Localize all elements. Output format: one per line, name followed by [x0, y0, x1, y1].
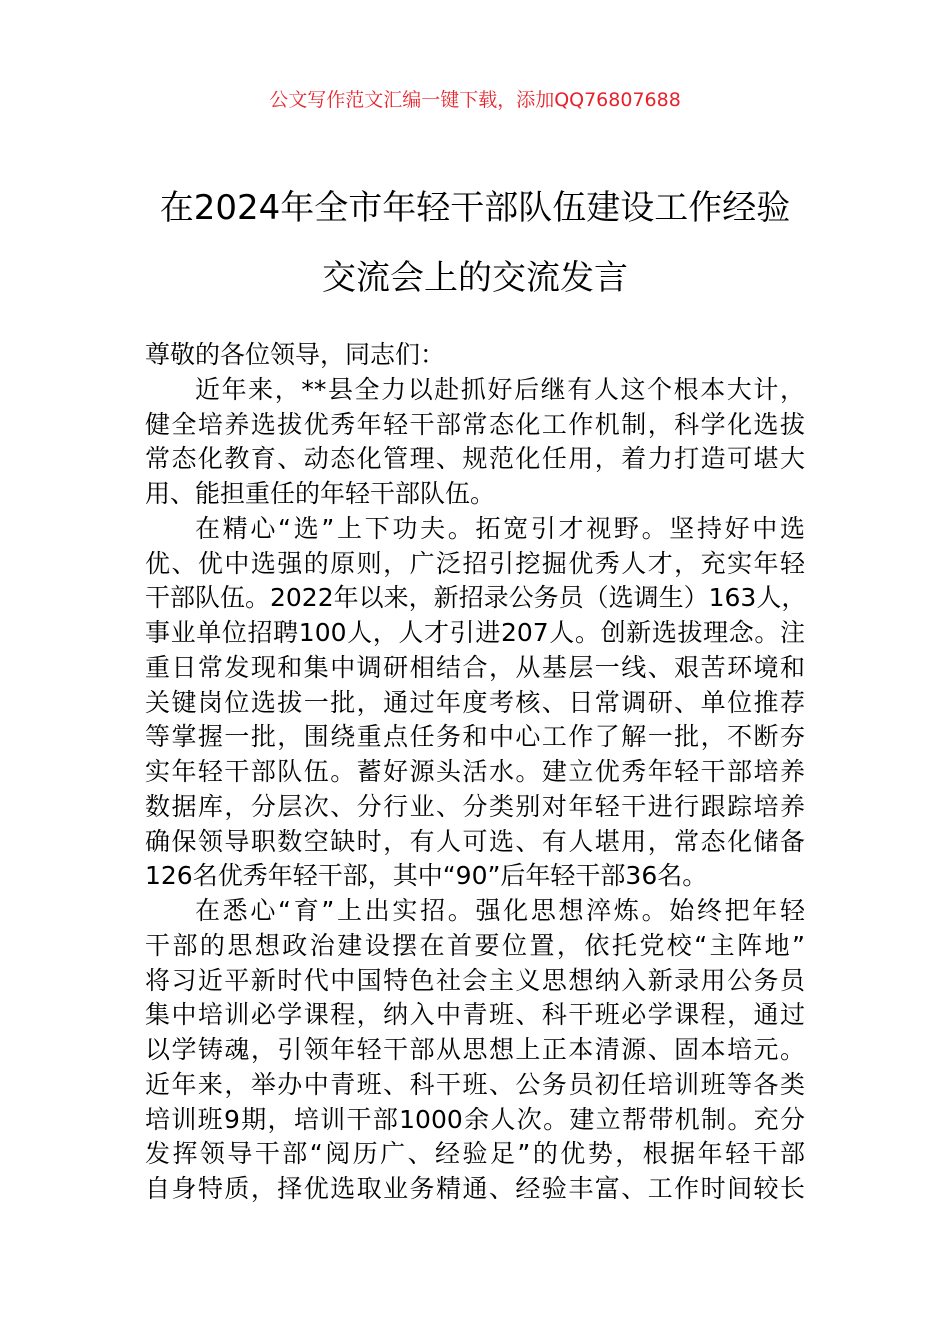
body-text-line: 培训班9期，培训干部1000余人次。建立帮带机制。充分 — [145, 1104, 805, 1134]
body-text-line: 重日常发现和集中调研相结合，从基层一线、艰苦环境和 — [145, 652, 805, 682]
body-text-line: 用、能担重任的年轻干部队伍。 — [145, 479, 496, 508]
body-text-line: 集中培训必学课程，纳入中青班、科干班必学课程，通过 — [145, 1000, 805, 1030]
body-text-line: 确保领导职数空缺时，有人可选、有人堪用，常态化储备 — [145, 826, 805, 856]
body-text-line: 尊敬的各位领导，同志们： — [145, 340, 446, 369]
body-text-line: 事业单位招聘100人，人才引进207人。创新选拔理念。注 — [145, 618, 805, 647]
document-title-line-2: 交流会上的交流发言 — [322, 258, 628, 298]
document-body — [145, 338, 805, 1207]
download-banner: 公文写作范文汇编一键下载，添加QQ76807688 — [269, 89, 681, 111]
body-text-line: 将习近平新时代中国特色社会主义思想纳入新录用公务员 — [145, 965, 805, 995]
body-text-line: 自身特质，择优选取业务精通、经验丰富、工作时间较长 — [145, 1174, 805, 1203]
document-title-line-1: 在2024年全市年轻干部队伍建设工作经验 — [159, 188, 791, 228]
body-text-line: 干部队伍。2022年以来，新招录公务员（选调生）163人， — [145, 583, 807, 613]
body-text-line: 关键岗位选拔一批，通过年度考核、日常调研、单位推荐 — [145, 687, 805, 717]
body-text-line: 126名优秀年轻干部，其中“90”后年轻干部36名。 — [145, 861, 708, 891]
body-text-line: 常态化教育、动态化管理、规范化任用，着力打造可堪大 — [145, 444, 805, 474]
body-text-line: 等掌握一批，围绕重点任务和中心工作了解一批，不断夯 — [145, 722, 805, 752]
body-text-line: 在精心“选”上下功夫。拓宽引才视野。坚持好中选 — [195, 513, 805, 543]
body-text-line: 干部的思想政治建设摆在首要位置，依托党校“主阵地” — [145, 930, 805, 960]
body-text-line: 数据库，分层次、分行业、分类别对年轻干进行跟踪培养 — [145, 791, 805, 821]
body-text-line: 实年轻干部队伍。蓄好源头活水。建立优秀年轻干部培养 — [145, 757, 805, 786]
body-text-line: 在悉心“育”上出实招。强化思想淬炼。始终把年轻 — [195, 896, 805, 925]
body-text-line: 健全培养选拔优秀年轻干部常态化工作机制，科学化选拔 — [145, 409, 805, 439]
body-text-line: 近年来，举办中青班、科干班、公务员初任培训班等各类 — [145, 1069, 805, 1099]
body-text-line: 发挥领导干部“阅历广、经验足”的优势，根据年轻干部 — [145, 1139, 805, 1169]
body-text-line: 以学铸魂，引领年轻干部从思想上正本清源、固本培元。 — [145, 1035, 805, 1064]
body-text-line: 近年来，**县全力以赴抓好后继有人这个根本大计， — [195, 374, 805, 404]
body-text-line: 优、优中选强的原则，广泛招引挖掘优秀人才，充实年轻 — [145, 548, 805, 578]
